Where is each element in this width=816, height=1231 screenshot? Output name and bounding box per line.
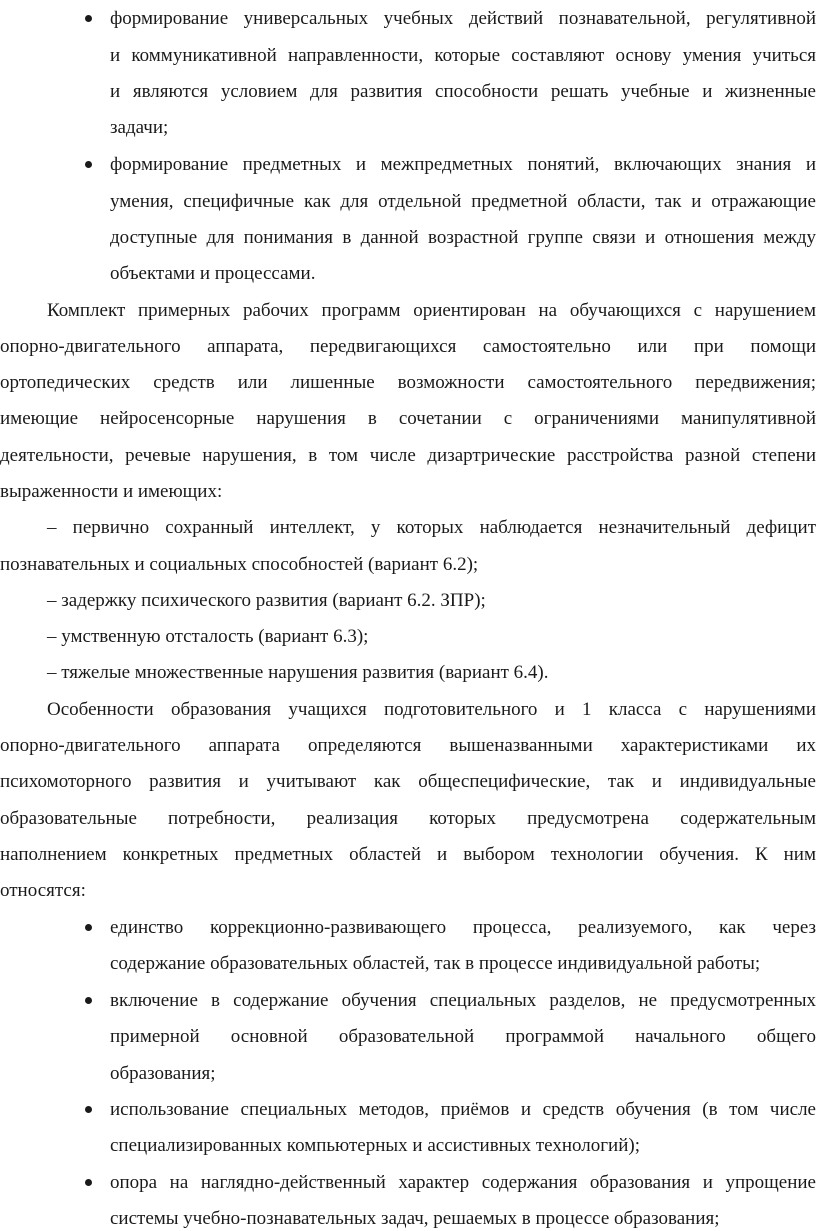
paragraph-line: Особенности образования учащихся подготовительного и 1 класса с нарушениями: [47, 699, 816, 720]
bullet-line: умения, специфичные как для отдельной предметной области, так и отражающие: [110, 191, 816, 212]
paragraph-line: выраженности и имеющих:: [0, 481, 223, 502]
bullet-dot-icon: [85, 161, 92, 168]
bullet-dot-icon: [85, 997, 92, 1004]
bullet-dot-icon: [85, 1106, 92, 1113]
bullet-line: использование специальных методов, приёмов и средств обучения (в том числе: [110, 1099, 816, 1120]
paragraph-line: опорно-двигательного аппарата, передвигающихся самостоятельно или при помощи: [0, 336, 816, 357]
paragraph-line: относятся:: [0, 880, 86, 901]
bullet-dot-icon: [85, 15, 92, 22]
paragraph-line: Комплект примерных рабочих программ ориентирован на обучающихся с нарушением: [47, 300, 816, 321]
bullet-dot-icon: [85, 1179, 92, 1186]
bullet-line: и коммуникативной направленности, которые составляют основу умения учиться: [110, 45, 816, 66]
paragraph-line: психомоторного развития и учитывают как общеспецифические, так и индивидуальные: [0, 771, 816, 792]
bullet-line: специализированных компьютерных и ассистивных технологий);: [110, 1135, 640, 1156]
dash-item-line: – тяжелые множественные нарушения развития (вариант 6.4).: [47, 662, 549, 683]
dash-item-line: познавательных и социальных способностей (вариант 6.2);: [0, 554, 479, 575]
bullet-line: включение в содержание обучения специальных разделов, не предусмотренных: [110, 990, 816, 1011]
bullet-line: образования;: [110, 1063, 216, 1084]
bullet-line: единство коррекционно-развивающего процесса, реализуемого, как через: [110, 917, 816, 938]
paragraph-line: имеющие нейросенсорные нарушения в сочетании с ограничениями манипулятивной: [0, 408, 816, 429]
dash-item-line: – задержку психического развития (вариант 6.2. ЗПР);: [47, 590, 486, 611]
bullet-line: содержание образовательных областей, так в процессе индивидуальной работы;: [110, 953, 761, 974]
bullet-line: задачи;: [110, 117, 169, 138]
paragraph-line: деятельности, речевые нарушения, в том числе дизартрические расстройства разной степени: [0, 445, 816, 466]
dash-item-line: – первично сохранный интеллект, у которых наблюдается незначительный дефицит: [47, 517, 816, 538]
bullet-line: формирование предметных и межпредметных понятий, включающих знания и: [110, 154, 816, 175]
bullet-line: формирование универсальных учебных действий познавательной, регулятивной: [110, 8, 816, 29]
dash-item-line: – умственную отсталость (вариант 6.3);: [47, 626, 369, 647]
bullet-line: доступные для понимания в данной возрастной группе связи и отношения между: [110, 227, 816, 248]
bullet-line: объектами и процессами.: [110, 263, 316, 284]
paragraph-line: ортопедических средств или лишенные возможности самостоятельного передвижения;: [0, 372, 816, 393]
paragraph-line: опорно-двигательного аппарата определяются вышеназванными характеристиками их: [0, 735, 816, 756]
bullet-line: системы учебно-познавательных задач, решаемых в процессе образования;: [110, 1208, 720, 1229]
bullet-line: примерной основной образовательной программой начального общего: [110, 1026, 816, 1047]
paragraph-line: образовательные потребности, реализация которых предусмотрена содержательным: [0, 808, 816, 829]
bullet-dot-icon: [85, 924, 92, 931]
bullet-line: и являются условием для развития способности решать учебные и жизненные: [110, 81, 816, 102]
bullet-line: опора на наглядно-действенный характер содержания образования и упрощение: [110, 1172, 816, 1193]
paragraph-line: наполнением конкретных предметных областей и выбором технологии обучения. К ним: [0, 844, 816, 865]
